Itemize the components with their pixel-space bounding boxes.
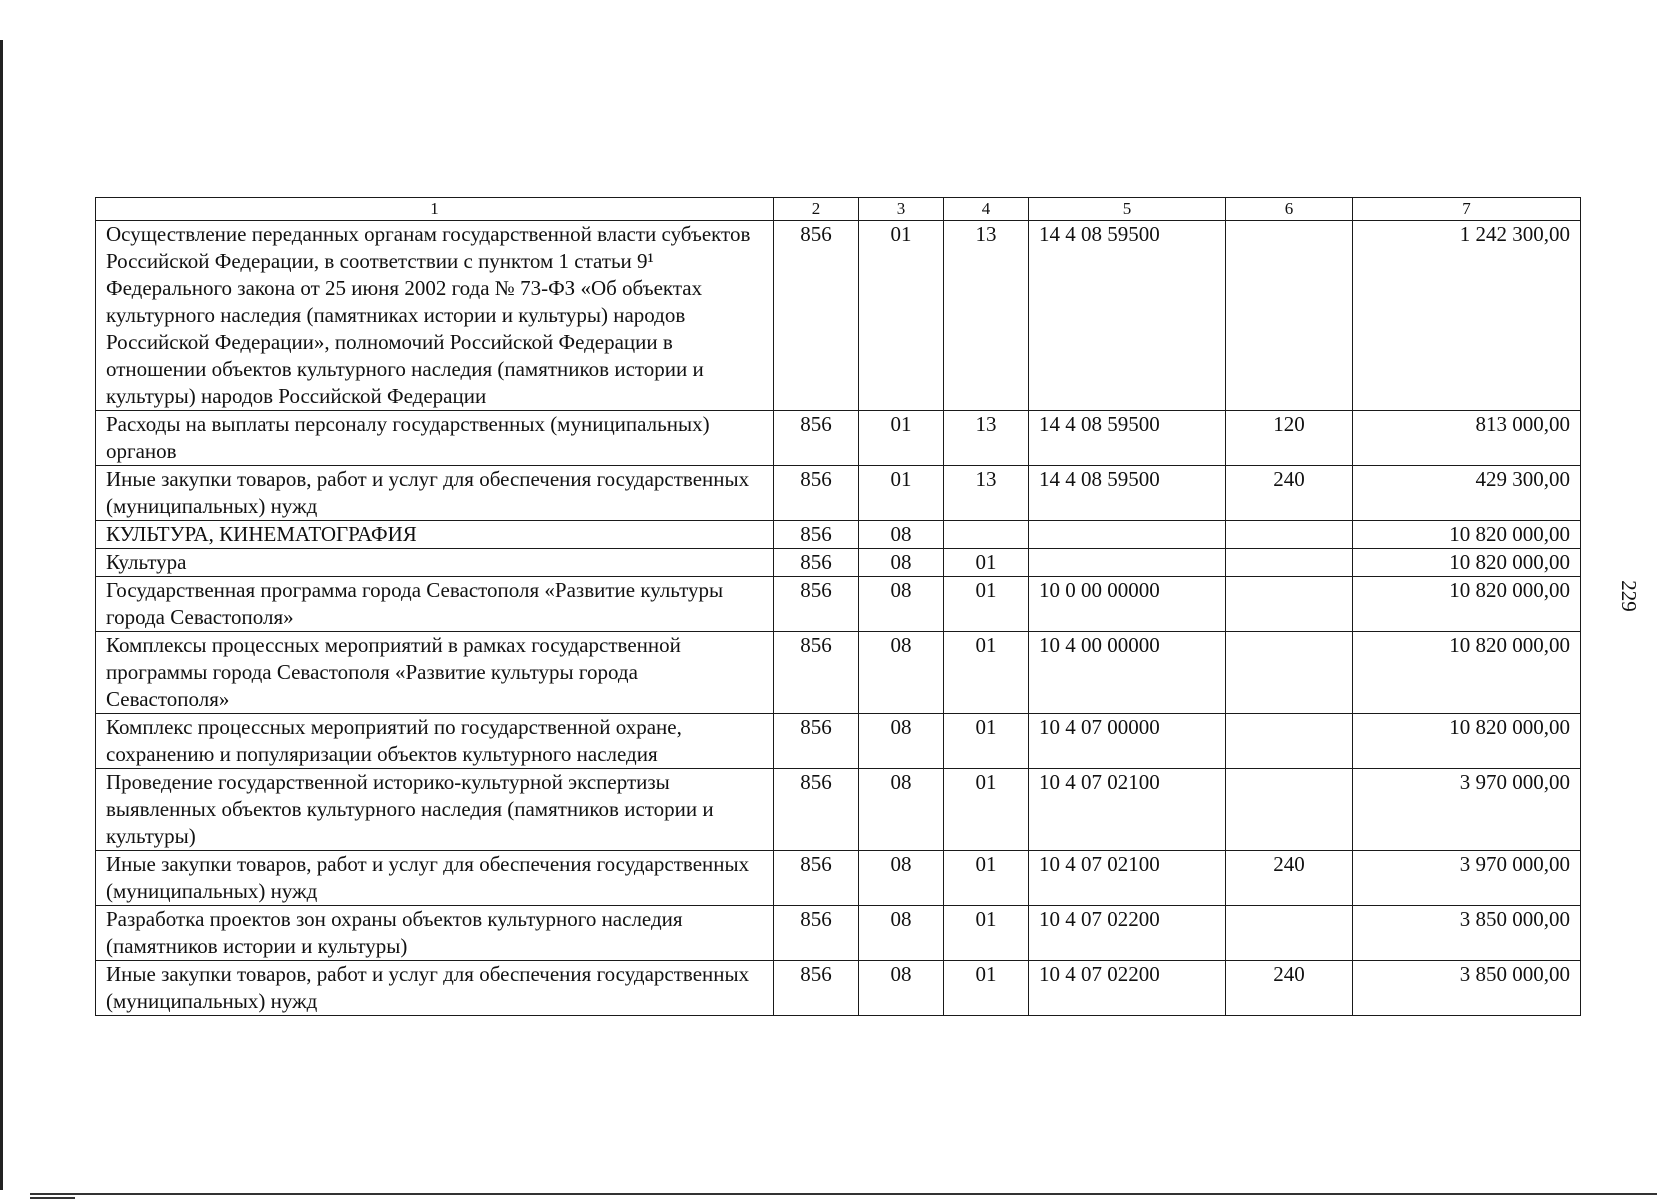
row-ministry-code: 856 bbox=[774, 769, 859, 851]
row-expense-type bbox=[1226, 577, 1353, 632]
table-row bbox=[96, 714, 1581, 769]
row-amount: 3 850 000,00 bbox=[1353, 961, 1581, 1016]
row-subsection-code: 01 bbox=[944, 769, 1029, 851]
table-row bbox=[96, 906, 1581, 961]
row-section-code: 08 bbox=[859, 851, 944, 906]
row-section-code: 08 bbox=[859, 961, 944, 1016]
row-name: Проведение государственной историко-культурной экспертизы выявленных объектов культурного наследия (памятников истории и культуры) bbox=[96, 769, 774, 851]
row-target-code: 14 4 08 59500 bbox=[1029, 221, 1226, 411]
budget-table bbox=[95, 197, 1581, 1016]
row-section-code: 08 bbox=[859, 769, 944, 851]
row-target-code: 10 4 07 00000 bbox=[1029, 714, 1226, 769]
row-ministry-code: 856 bbox=[774, 714, 859, 769]
header-col-3: 3 bbox=[859, 198, 944, 221]
row-subsection-code: 01 bbox=[944, 632, 1029, 714]
row-subsection-code: 01 bbox=[944, 714, 1029, 769]
row-name: Культура bbox=[96, 549, 774, 577]
header-col-1: 1 bbox=[96, 198, 774, 221]
row-name: КУЛЬТУРА, КИНЕМАТОГРАФИЯ bbox=[96, 521, 774, 549]
row-subsection-code: 13 bbox=[944, 411, 1029, 466]
header-col-4: 4 bbox=[944, 198, 1029, 221]
row-section-code: 01 bbox=[859, 221, 944, 411]
row-expense-type bbox=[1226, 906, 1353, 961]
row-amount: 429 300,00 bbox=[1353, 466, 1581, 521]
row-subsection-code: 01 bbox=[944, 549, 1029, 577]
row-name: Разработка проектов зон охраны объектов культурного наследия (памятников истории и культуры) bbox=[96, 906, 774, 961]
header-col-7: 7 bbox=[1353, 198, 1581, 221]
table-row bbox=[96, 577, 1581, 632]
row-target-code: 14 4 08 59500 bbox=[1029, 466, 1226, 521]
row-target-code: 10 4 07 02200 bbox=[1029, 906, 1226, 961]
header-col-6: 6 bbox=[1226, 198, 1353, 221]
row-expense-type bbox=[1226, 632, 1353, 714]
row-target-code: 10 4 07 02100 bbox=[1029, 851, 1226, 906]
row-amount: 3 970 000,00 bbox=[1353, 769, 1581, 851]
header-col-2: 2 bbox=[774, 198, 859, 221]
table-row bbox=[96, 411, 1581, 466]
row-amount: 10 820 000,00 bbox=[1353, 714, 1581, 769]
row-subsection-code: 01 bbox=[944, 851, 1029, 906]
row-ministry-code: 856 bbox=[774, 521, 859, 549]
row-expense-type bbox=[1226, 549, 1353, 577]
row-section-code: 08 bbox=[859, 632, 944, 714]
table-row bbox=[96, 466, 1581, 521]
row-amount: 3 970 000,00 bbox=[1353, 851, 1581, 906]
row-name: Комплексы процессных мероприятий в рамках государственной программы города Севастополя «Развитие культуры города Севастополя» bbox=[96, 632, 774, 714]
row-section-code: 01 bbox=[859, 466, 944, 521]
row-target-code bbox=[1029, 521, 1226, 549]
row-ministry-code: 856 bbox=[774, 632, 859, 714]
row-expense-type: 240 bbox=[1226, 851, 1353, 906]
row-expense-type: 120 bbox=[1226, 411, 1353, 466]
row-ministry-code: 856 bbox=[774, 549, 859, 577]
row-expense-type: 240 bbox=[1226, 961, 1353, 1016]
row-amount: 10 820 000,00 bbox=[1353, 549, 1581, 577]
row-name: Расходы на выплаты персоналу государственных (муниципальных) органов bbox=[96, 411, 774, 466]
header-col-5: 5 bbox=[1029, 198, 1226, 221]
row-subsection-code: 01 bbox=[944, 577, 1029, 632]
row-name: Иные закупки товаров, работ и услуг для обеспечения государственных (муниципальных) нужд bbox=[96, 851, 774, 906]
row-target-code: 10 4 00 00000 bbox=[1029, 632, 1226, 714]
row-subsection-code: 13 bbox=[944, 466, 1029, 521]
row-ministry-code: 856 bbox=[774, 577, 859, 632]
row-name: Осуществление переданных органам государственной власти субъектов Российской Федерации, в соответствии с пунктом 1 статьи 9¹ Федерального закона от 25 июня 2002 года № 73-ФЗ «Об объектах культурного наследия (памятниках истории и культуры) народов Российской Федерации», полномочий Российской Федерации в отношении объектов культурного наследия (памятников истории и культуры) народов Российской Федерации bbox=[96, 221, 774, 411]
row-ministry-code: 856 bbox=[774, 961, 859, 1016]
row-section-code: 08 bbox=[859, 549, 944, 577]
row-section-code: 08 bbox=[859, 906, 944, 961]
page-number: 229 bbox=[1617, 580, 1641, 612]
row-amount: 3 850 000,00 bbox=[1353, 906, 1581, 961]
row-target-code: 10 0 00 00000 bbox=[1029, 577, 1226, 632]
row-amount: 813 000,00 bbox=[1353, 411, 1581, 466]
row-target-code: 14 4 08 59500 bbox=[1029, 411, 1226, 466]
row-expense-type bbox=[1226, 221, 1353, 411]
row-expense-type bbox=[1226, 521, 1353, 549]
row-amount: 10 820 000,00 bbox=[1353, 632, 1581, 714]
row-amount: 1 242 300,00 bbox=[1353, 221, 1581, 411]
row-expense-type bbox=[1226, 714, 1353, 769]
row-target-code: 10 4 07 02200 bbox=[1029, 961, 1226, 1016]
row-subsection-code: 01 bbox=[944, 906, 1029, 961]
row-name: Государственная программа города Севастополя «Развитие культуры города Севастополя» bbox=[96, 577, 774, 632]
table-row bbox=[96, 221, 1581, 411]
row-subsection-code bbox=[944, 521, 1029, 549]
row-section-code: 08 bbox=[859, 714, 944, 769]
row-name: Комплекс процессных мероприятий по государственной охране, сохранению и популяризации объектов культурного наследия bbox=[96, 714, 774, 769]
header-row bbox=[96, 198, 1581, 221]
row-target-code: 10 4 07 02100 bbox=[1029, 769, 1226, 851]
row-expense-type: 240 bbox=[1226, 466, 1353, 521]
row-ministry-code: 856 bbox=[774, 221, 859, 411]
row-section-code: 01 bbox=[859, 411, 944, 466]
row-amount: 10 820 000,00 bbox=[1353, 521, 1581, 549]
row-ministry-code: 856 bbox=[774, 466, 859, 521]
scan-border-bottom-mark bbox=[30, 1197, 75, 1199]
table-row bbox=[96, 851, 1581, 906]
row-name: Иные закупки товаров, работ и услуг для обеспечения государственных (муниципальных) нужд bbox=[96, 466, 774, 521]
scan-border-left bbox=[0, 40, 3, 1190]
row-subsection-code: 01 bbox=[944, 961, 1029, 1016]
row-name: Иные закупки товаров, работ и услуг для обеспечения государственных (муниципальных) нужд bbox=[96, 961, 774, 1016]
row-ministry-code: 856 bbox=[774, 411, 859, 466]
row-ministry-code: 856 bbox=[774, 906, 859, 961]
table-row bbox=[96, 632, 1581, 714]
row-ministry-code: 856 bbox=[774, 851, 859, 906]
table-row bbox=[96, 961, 1581, 1016]
row-section-code: 08 bbox=[859, 577, 944, 632]
row-section-code: 08 bbox=[859, 521, 944, 549]
table-row bbox=[96, 769, 1581, 851]
row-target-code bbox=[1029, 549, 1226, 577]
table-row bbox=[96, 521, 1581, 549]
row-subsection-code: 13 bbox=[944, 221, 1029, 411]
table-row bbox=[96, 549, 1581, 577]
row-expense-type bbox=[1226, 769, 1353, 851]
scan-border-bottom bbox=[30, 1193, 1657, 1195]
row-amount: 10 820 000,00 bbox=[1353, 577, 1581, 632]
